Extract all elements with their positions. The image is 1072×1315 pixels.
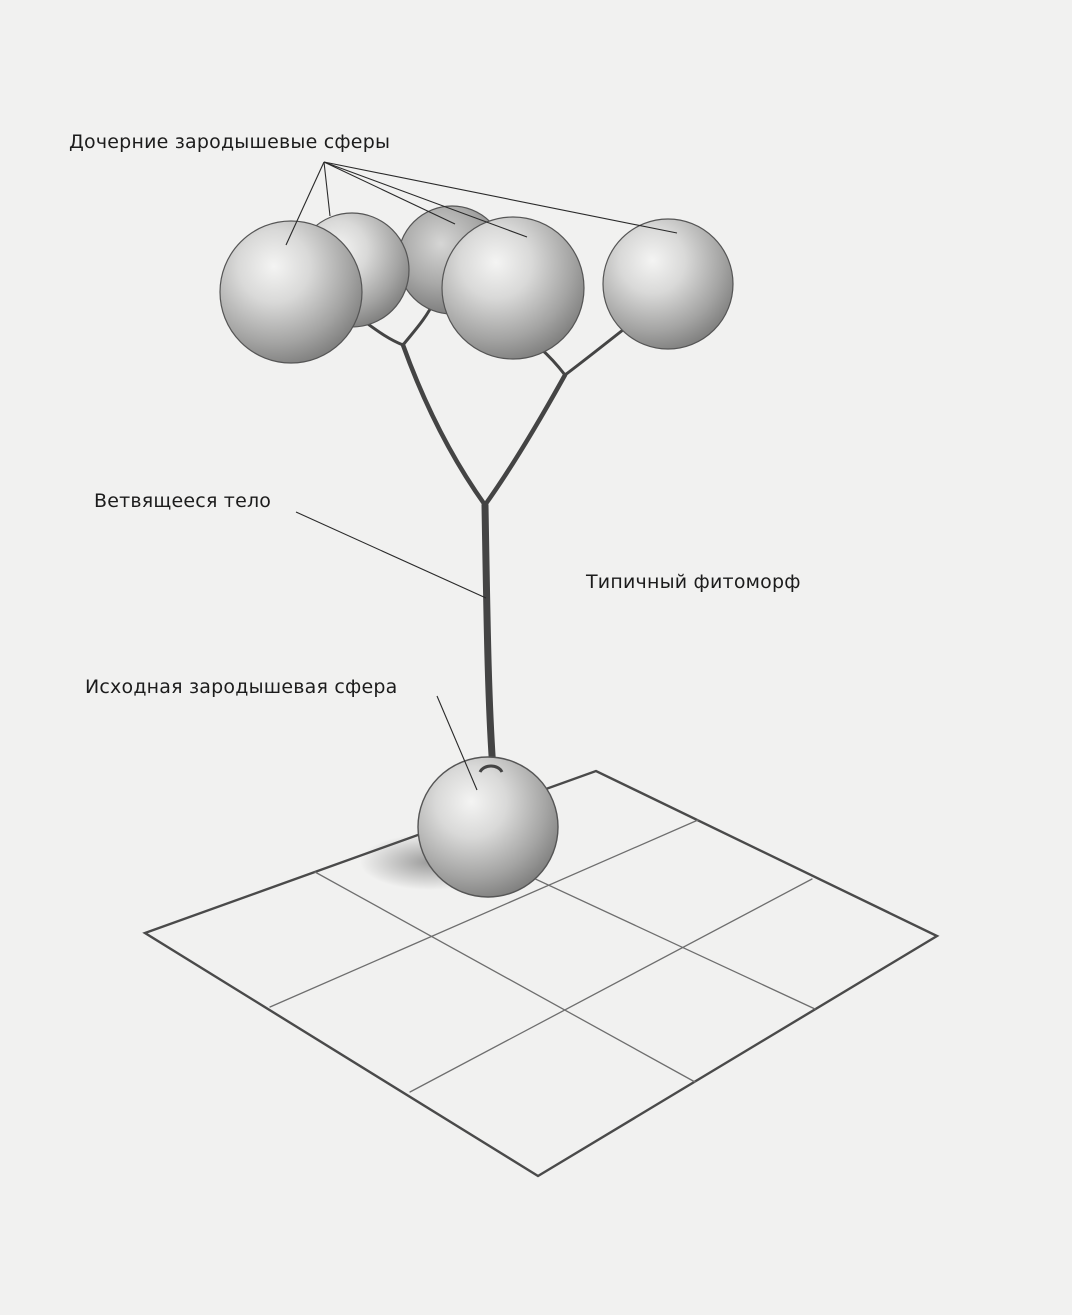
- daughter-spheres-label: Дочерние зародышевые сферы: [69, 131, 391, 153]
- leader-line: [296, 512, 486, 598]
- daughter-sphere: [442, 217, 584, 359]
- right-branch: [485, 375, 565, 505]
- daughter-sphere: [220, 221, 362, 363]
- figure-title: Типичный фитоморф: [586, 571, 801, 593]
- branching-body-label: Ветвящееся тело: [94, 490, 272, 512]
- left-branch: [403, 345, 485, 505]
- main-stem: [485, 505, 493, 770]
- right-twig-b: [565, 326, 628, 375]
- leader-line: [324, 162, 330, 216]
- daughter-sphere: [603, 219, 733, 349]
- grid-line: [410, 879, 812, 1092]
- branching-body: [358, 300, 628, 770]
- original-sphere-label: Исходная зародышевая сфера: [85, 676, 398, 698]
- daughter-spheres: [220, 206, 733, 363]
- grid-line: [315, 872, 695, 1082]
- original-sphere: [418, 757, 558, 897]
